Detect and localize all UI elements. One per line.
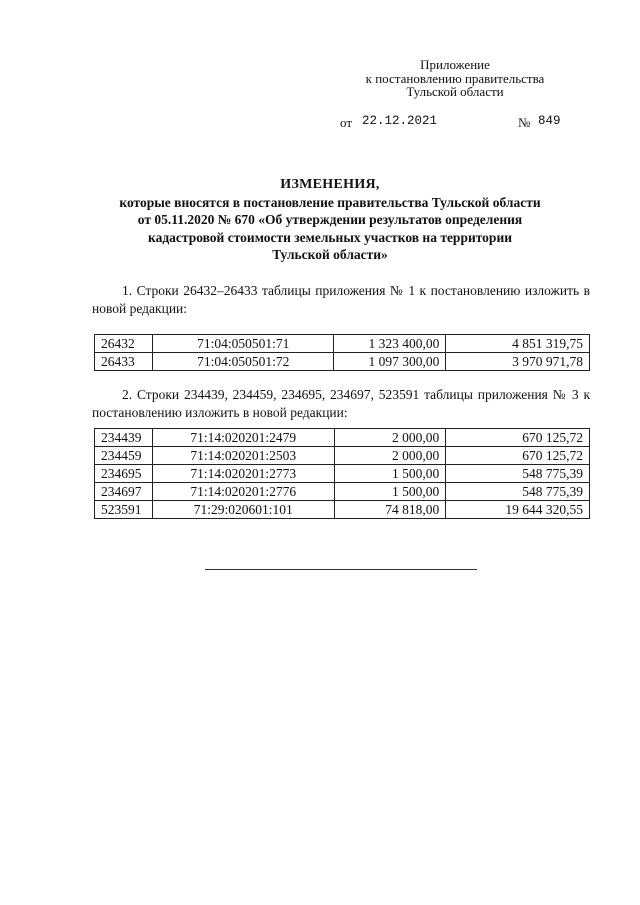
decree-reference	[340, 114, 580, 130]
heading-line-4: кадастровой стоимости земельных участков на территории	[148, 229, 512, 245]
table-1	[94, 334, 590, 371]
cell-cadastral-number: 71:04:050501:72	[152, 353, 334, 371]
decree-number: 849	[538, 114, 561, 128]
cell-value-2: 548 775,39	[446, 465, 590, 483]
decree-date: 22.12.2021	[362, 114, 438, 128]
cell-value-2: 670 125,72	[446, 447, 590, 465]
cell-value-1: 74 818,00	[334, 501, 446, 519]
cell-cadastral-number: 71:14:020201:2773	[152, 465, 334, 483]
table-row	[95, 335, 590, 353]
cell-value-2: 548 775,39	[446, 483, 590, 501]
appendix-line-3: Тульской области	[406, 84, 504, 99]
table-2	[94, 428, 590, 519]
cell-row-number: 234697	[95, 483, 153, 501]
heading-line-5: Тульской области»	[272, 247, 388, 262]
cell-value-2: 4 851 319,75	[446, 335, 590, 353]
cell-cadastral-number: 71:29:020601:101	[152, 501, 334, 519]
table-row	[95, 429, 590, 447]
appendix-header	[330, 58, 580, 99]
paragraph-1	[92, 282, 590, 318]
cell-value-1: 1 097 300,00	[334, 353, 446, 371]
cell-row-number: 26432	[95, 335, 153, 353]
cell-cadastral-number: 71:14:020201:2503	[152, 447, 334, 465]
cell-row-number: 234695	[95, 465, 153, 483]
cell-value-1: 2 000,00	[334, 447, 446, 465]
appendix-line-2: к постановлению правительства	[365, 70, 545, 86]
table-row	[95, 465, 590, 483]
end-divider	[205, 569, 477, 570]
heading-line-3: от 05.11.2020 № 670 «Об утверждении результатов определения	[137, 212, 523, 227]
cell-row-number: 234439	[95, 429, 153, 447]
table-row	[95, 501, 590, 519]
cell-value-1: 2 000,00	[334, 429, 446, 447]
paragraph-2	[92, 386, 590, 422]
decree-from-label: от	[340, 115, 353, 130]
cell-row-number: 234459	[95, 447, 153, 465]
table-row	[95, 447, 590, 465]
decree-number-label: №	[518, 115, 531, 130]
cell-row-number: 26433	[95, 353, 153, 371]
cell-value-1: 1 500,00	[334, 483, 446, 501]
cell-value-2: 19 644 320,55	[446, 501, 590, 519]
paragraph-1-text: 1. Строки 26432–26433 таблицы приложения № 1 к постановлению изложить в новой редакции:	[92, 283, 590, 316]
heading-line-2: которые вносятся в постановление правительства Тульской области	[119, 194, 541, 210]
cell-cadastral-number: 71:14:020201:2776	[152, 483, 334, 501]
appendix-line-1: Приложение	[420, 57, 490, 72]
table-row	[95, 483, 590, 501]
cell-value-1: 1 323 400,00	[334, 335, 446, 353]
cell-value-2: 670 125,72	[446, 429, 590, 447]
cell-row-number: 523591	[95, 501, 153, 519]
table-row	[95, 353, 590, 371]
paragraph-2-text: 2. Строки 234439, 234459, 234695, 234697, 523591 таблицы приложения № 3 к постановлению изложить в новой редакции:	[92, 387, 590, 420]
cell-cadastral-number: 71:04:050501:71	[152, 335, 334, 353]
cell-cadastral-number: 71:14:020201:2479	[152, 429, 334, 447]
cell-value-1: 1 500,00	[334, 465, 446, 483]
document-heading	[60, 176, 600, 264]
heading-title: ИЗМЕНЕНИЯ,	[280, 177, 380, 192]
cell-value-2: 3 970 971,78	[446, 353, 590, 371]
